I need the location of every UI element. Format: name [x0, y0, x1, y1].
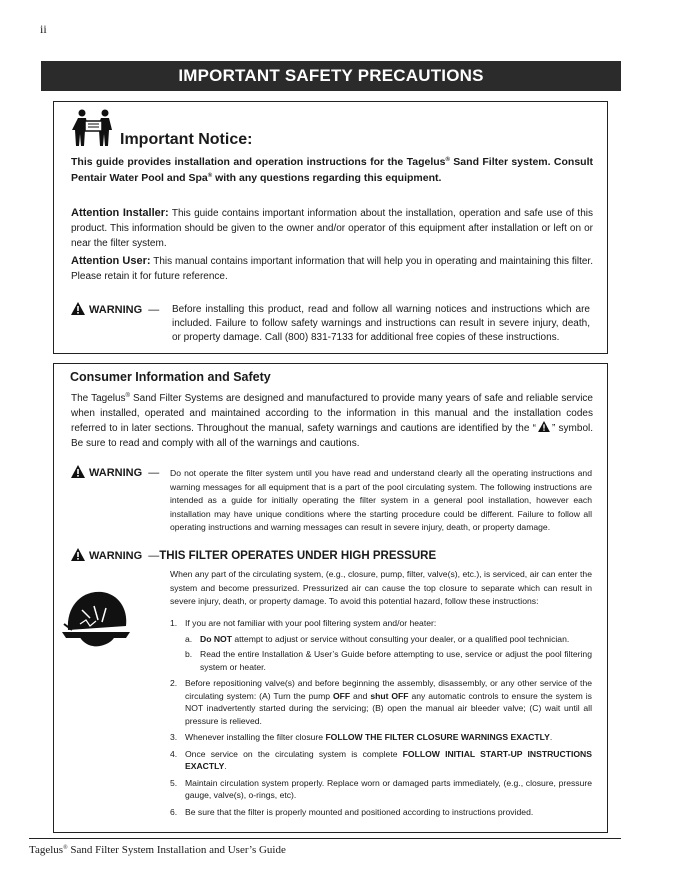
- attention-user: Attention User: This manual contains important information that will help you in operating and maintaining this filter. Please retain it for future reference.: [71, 255, 593, 282]
- consumer-title: Consumer Information and Safety: [70, 370, 271, 384]
- list-item: b. Read the entire Installation & User’s Guide before attempting to use, service or adjust the pool filtering system or heater.: [185, 649, 592, 672]
- notice-title: Important Notice:: [120, 131, 253, 148]
- pressure-warning-text: When any part of the circulating system, (e.g., closure, pump, filter, valve(s), etc.), is serviced, air can enter the system and become pressurized. Pressurized air can cause the top closure to separate which can result in severe injury, death, or property damage. To avoid this potential hazard, follow these instructions:: [170, 569, 592, 606]
- list-item: 1. If you are not familiar with your pool filtering system and/or heater: a. Do NOT attempt to adjust or service without consulting your dealer, or a qualified pool technician. b. Read the entire Installation & User’s Guide before attempting to use, service or adjust the pool filtering system or heater.: [170, 618, 592, 672]
- list-item: 2. Before repositioning valve(s) and before beginning the assembly, disassembly, or any other service of the circulating system: (A) Turn the pump OFF and shut OFF any automatic controls to ensure the system is NOT inadvertently started during the servicing; (B) open the manual air bleeder valve; (C) wait until all pressure is relieved.: [170, 678, 592, 726]
- notice-warning-label: WARNING —: [71, 302, 159, 318]
- list-item: 6. Be sure that the filter is properly mounted and positioned according to instructions provided.: [170, 806, 534, 817]
- consumer-warning-label: WARNING —: [71, 465, 159, 481]
- footer-divider: [29, 838, 621, 839]
- list-item: 4. Once service on the circulating system is complete FOLLOW INITIAL START-UP INSTRUCTIONS EXACTLY.: [170, 748, 592, 771]
- warning-icon: [71, 465, 85, 478]
- notice-warning-text: Before installing this product, read and follow all warning notices and instructions which are included. Failure to follow safety warnings and instructions can result in severe injury, death, or property damage. Call (800) 831-7133 for additional free copies of these instructions.: [172, 304, 590, 343]
- safety-banner: IMPORTANT SAFETY PRECAUTIONS: [41, 61, 621, 91]
- page-footer: Tagelus® Sand Filter System Installation and User’s Guide: [29, 844, 286, 856]
- page-number: ii: [40, 22, 47, 36]
- warning-icon: [71, 548, 85, 561]
- notice-intro: This guide provides installation and operation instructions for the Tagelus® Sand Filter system. Consult Pentair Water Pool and Spa® with any questions regarding this equipment.: [71, 156, 593, 184]
- hard-hat-impact-icon: [60, 580, 132, 652]
- list-item: a. Do NOT attempt to adjust or service without consulting your dealer, or a qualified pool technician.: [185, 633, 570, 644]
- list-item: 3. Whenever installing the filter closure FOLLOW THE FILTER CLOSURE WARNINGS EXACTLY.: [170, 732, 553, 742]
- consumer-info-box: [53, 363, 608, 833]
- warning-icon: [538, 421, 550, 432]
- list-item: 5. Maintain circulation system properly. Replace worn or damaged parts immediately, (e.g., closure, pressure gauge, valve(s), o-rings, etc).: [170, 777, 592, 800]
- notice-header: [72, 108, 472, 150]
- important-notice-box: [53, 101, 608, 354]
- attention-installer: Attention Installer: This guide contains important information about the installation, operation and safe use of this product. This information should be given to the owner and/or operator of this equipment after installation or left on or near the filter system.: [71, 207, 593, 249]
- pressure-warning-title: THIS FILTER OPERATES UNDER HIGH PRESSURE: [159, 550, 437, 562]
- pressure-warning-label: WARNING —THIS FILTER OPERATES UNDER HIGH PRESSURE: [71, 548, 436, 564]
- consumer-warning-text: Do not operate the filter system until you have read and understand clearly all the operating instructions and warning messages for all equipment that is a part of the pool circulating system. The following instructions are intended as a guide for initially operating the filter system in a general pool installation, however each installation may have unique conditions where the starting procedure could be different. Failure to follow all operating instructions and warning messages can result in severe injury, death, or property damage.: [170, 468, 592, 532]
- two-people-icon: [72, 108, 116, 148]
- warning-icon: [71, 302, 85, 315]
- pressure-instructions-list: [170, 617, 592, 822]
- sub-list: [185, 633, 592, 674]
- consumer-intro: The Tagelus® Sand Filter Systems are designed and manufactured to provide many years of safe and reliable service when installed, operated and maintained according to the information in this manual and the installation codes referred to in later sections. Throughout the manual, safety warnings and cautions are identified by the “ ” symbol. Be sure to read and comply with all of the warnings and cautions.: [71, 393, 594, 449]
